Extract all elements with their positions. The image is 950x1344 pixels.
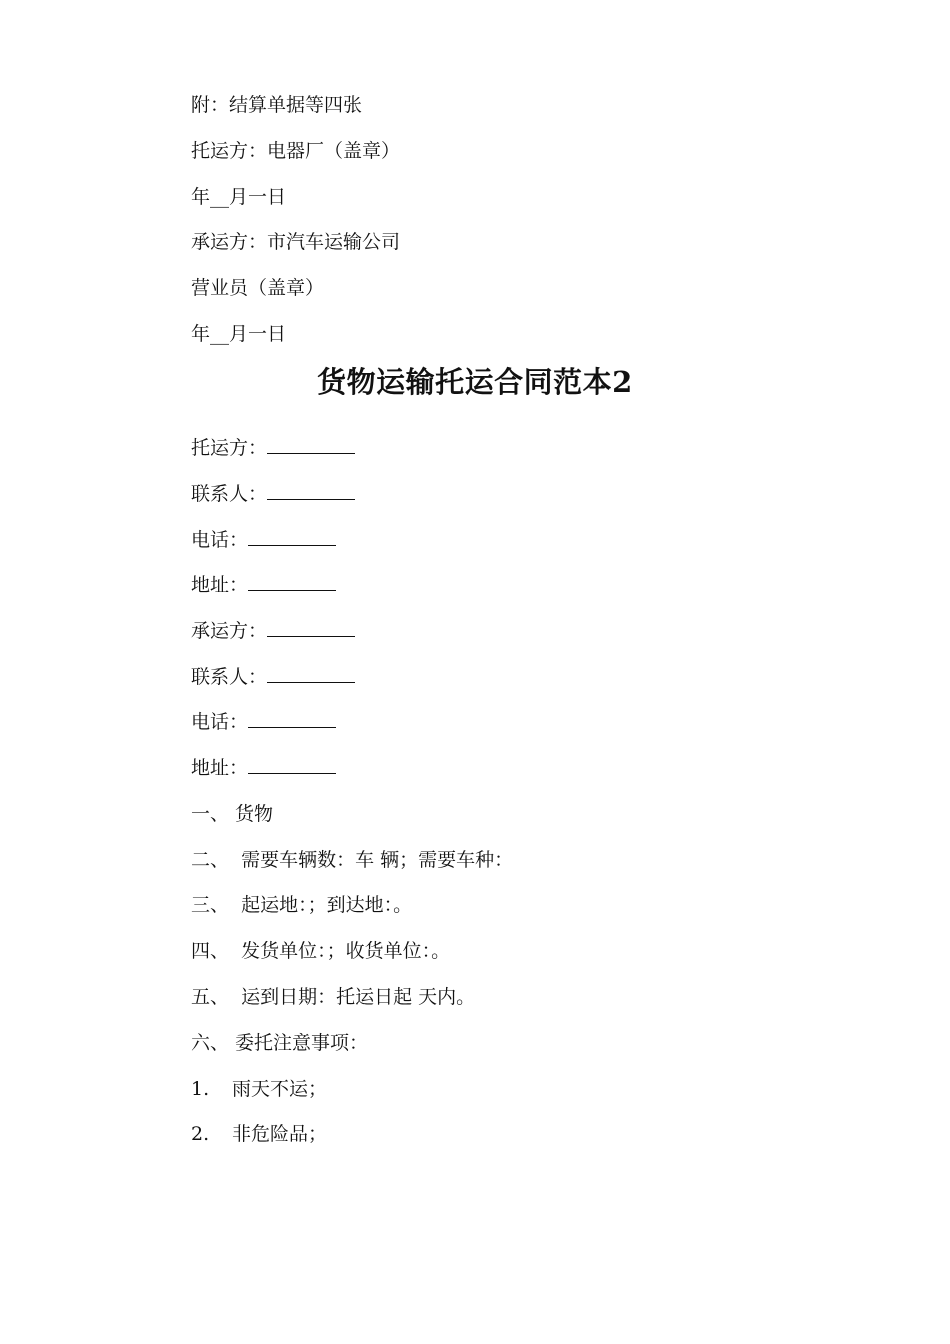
carrier-address-field bbox=[191, 756, 336, 780]
shipper-signature-line: 托运方：电器厂（盖章） bbox=[191, 140, 401, 162]
clause-1: 一、 货物 bbox=[191, 803, 274, 825]
carrier-signature-line: 承运方：市汽车运输公司 bbox=[191, 231, 401, 253]
carrier-contact-field bbox=[191, 665, 355, 689]
blank-underline bbox=[267, 436, 355, 454]
field-label: 联系人： bbox=[191, 483, 268, 505]
blank-underline bbox=[248, 756, 336, 774]
blank-underline bbox=[267, 619, 355, 637]
note-item-1 bbox=[191, 1077, 327, 1101]
carrier-field bbox=[191, 619, 355, 643]
blank-underline bbox=[267, 482, 355, 500]
carrier-phone-field bbox=[191, 710, 336, 734]
clause-6: 六、 委托注意事项： bbox=[191, 1032, 369, 1054]
note-text: 雨天不运； bbox=[232, 1078, 328, 1100]
shipper-field bbox=[191, 436, 355, 460]
note-number: 1. bbox=[191, 1078, 210, 1100]
clause-3: 三、 起运地：；到达地：。 bbox=[191, 894, 413, 916]
shipper-contact-field bbox=[191, 482, 355, 506]
blank-underline bbox=[248, 710, 336, 728]
blank-underline bbox=[248, 573, 336, 591]
clause-5: 五、 运到日期：托运日起 天内。 bbox=[191, 986, 476, 1008]
page-title: 货物运输托运合同范本2 bbox=[317, 365, 633, 399]
clause-4: 四、 发货单位：；收货单位：。 bbox=[191, 940, 451, 962]
attachment-line: 附：结算单据等四张 bbox=[191, 94, 363, 116]
field-label: 地址： bbox=[191, 574, 249, 596]
field-label: 承运方： bbox=[191, 620, 268, 642]
note-item-2 bbox=[191, 1122, 327, 1146]
field-label: 电话： bbox=[191, 711, 249, 733]
date-line: 年__月一日 bbox=[191, 323, 287, 345]
shipper-address-field bbox=[191, 573, 336, 597]
field-label: 地址： bbox=[191, 757, 249, 779]
shipper-phone-field bbox=[191, 528, 336, 552]
clerk-signature-line: 营业员（盖章） bbox=[191, 277, 325, 299]
blank-underline bbox=[248, 528, 336, 546]
field-label: 电话： bbox=[191, 529, 249, 551]
field-label: 联系人： bbox=[191, 666, 268, 688]
clause-2: 二、 需要车辆数：车 辆；需要车种： bbox=[191, 849, 514, 871]
field-label: 托运方： bbox=[191, 437, 268, 459]
note-number: 2. bbox=[191, 1123, 210, 1145]
date-line: 年__月一日 bbox=[191, 186, 287, 208]
blank-underline bbox=[267, 665, 355, 683]
note-text: 非危险品； bbox=[232, 1123, 328, 1145]
